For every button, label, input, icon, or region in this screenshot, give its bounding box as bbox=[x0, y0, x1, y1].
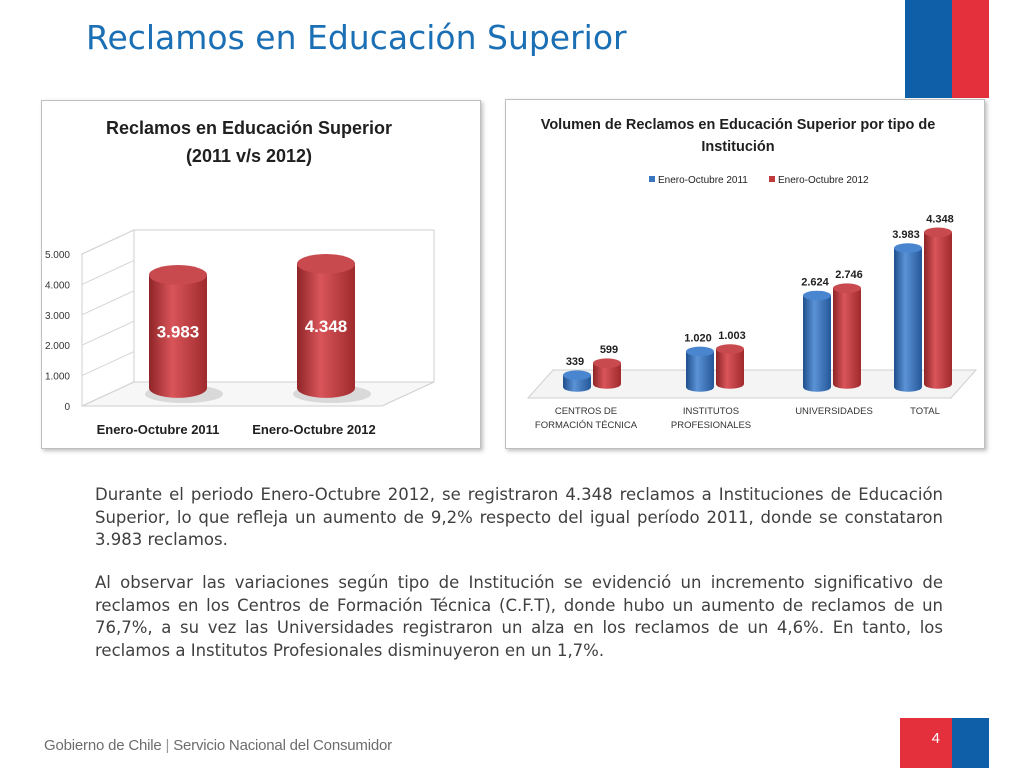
footer-separator: | bbox=[165, 737, 170, 754]
chart2-bar-2-1-top bbox=[833, 283, 861, 293]
chart2-category-label: PROFESIONALES bbox=[670, 420, 752, 431]
chart2-category-label: INSTITUTOS bbox=[682, 406, 740, 417]
chart2-category-label: FORMACIÓN TÉCNICA bbox=[534, 420, 638, 431]
chart2-bar-1-1-body bbox=[716, 349, 744, 384]
chart2-data-label: 1.020 bbox=[684, 332, 712, 345]
chart2-data-label: 2.624 bbox=[801, 276, 829, 289]
paragraph-summary: Durante el periodo Enero-Octubre 2012, se registraron 4.348 reclamos a Instituciones de Educación Superior, lo que refleja un aumento de 9,2% respecto del igual período 2011, donde se constataron 3.983 reclamos. bbox=[95, 485, 943, 549]
chart2-category-label: TOTAL bbox=[910, 406, 940, 417]
chart2-svg bbox=[506, 100, 984, 448]
chart2-data-label: 4.348 bbox=[926, 213, 954, 226]
chart2-data-label: 599 bbox=[599, 344, 619, 357]
chart2-bar-2-0-body bbox=[803, 295, 831, 387]
chart1-svg bbox=[42, 101, 480, 448]
chart2-legend-label: Enero-Octubre 2012 bbox=[778, 175, 869, 186]
chart1-ytick-label: 3.000 bbox=[44, 310, 70, 322]
chart2-bar-3-0-body bbox=[894, 248, 922, 387]
paragraph-variations: Al observar las variaciones según tipo de Institución se evidenció un incremento significativo de reclamos en los Centros de Formación Técnica (C.F.T), donde hubo un aumento de reclamos de un 76,7%, a su vez las Universidades registraron un alza en los reclamos de un 4,6%. En tanto, los reclamos a Institutos Profesionales disminuyeron en un 1,7%. bbox=[95, 573, 943, 660]
chart1-ytick-label: 5.000 bbox=[44, 250, 70, 261]
chart2-bar-1-0 bbox=[686, 347, 714, 392]
chart2-bar-3-0 bbox=[894, 243, 922, 391]
chart2-legend-label: Enero-Octubre 2011 bbox=[658, 175, 748, 186]
chart2-bar-1-1 bbox=[716, 344, 744, 389]
chart1-ytick-label: 1.000 bbox=[44, 371, 70, 383]
chart1-side-wall bbox=[82, 230, 134, 406]
chart1-data-label: 4.348 bbox=[304, 316, 348, 336]
chart1-category-label: Enero-Octubre 2011 bbox=[96, 422, 220, 437]
chart1-bar-2-top bbox=[297, 254, 355, 274]
chart2-data-label: 339 bbox=[565, 356, 585, 369]
chart-reclamos-2011-vs-2012 bbox=[41, 100, 481, 449]
chart2-bar-1-0-body bbox=[686, 351, 714, 387]
chart2-bar-2-1-body bbox=[833, 288, 861, 384]
chart2-bar-0-1-top bbox=[593, 358, 621, 368]
page-title: Reclamos en Educación Superior bbox=[86, 18, 627, 57]
chart2-bar-3-1 bbox=[924, 228, 952, 389]
chart2-title: Volumen de Reclamos en Educación Superior por tipo de bbox=[540, 117, 936, 133]
chart2-bar-0-0 bbox=[563, 370, 591, 391]
chart2-category-label: UNIVERSIDADES bbox=[795, 406, 873, 417]
chart2-legend-swatch bbox=[769, 176, 775, 182]
chart1-category-label: Enero-Octubre 2012 bbox=[252, 422, 376, 437]
chart1-ytick-label: 2.000 bbox=[44, 341, 70, 353]
chart2-data-label: 2.746 bbox=[835, 269, 863, 282]
chart2-bar-3-1-top bbox=[924, 228, 952, 238]
chart2-bar-1-1-top bbox=[716, 344, 744, 354]
chart2-data-label: 3.983 bbox=[892, 229, 920, 242]
chart2-bar-2-0-top bbox=[803, 291, 831, 301]
chart2-title-line2: Institución bbox=[701, 139, 775, 155]
flag-blue-stripe-top bbox=[905, 0, 952, 98]
footer-brand bbox=[44, 737, 392, 754]
flag-blue-stripe-bottom bbox=[952, 718, 989, 768]
chart2-bar-3-1-body bbox=[924, 232, 952, 384]
chart2-data-label: 1.003 bbox=[718, 330, 746, 343]
chart1-bar-1-top bbox=[149, 265, 207, 285]
chart1-ytick-label: 4.000 bbox=[44, 280, 70, 292]
chart-reclamos-por-tipo-institucion bbox=[505, 99, 985, 449]
chart1-ytick-label: 0 bbox=[64, 402, 70, 413]
flag-red-stripe-top bbox=[952, 0, 989, 98]
chart1-floor bbox=[82, 382, 434, 406]
chart1-subtitle: (2011 v/s 2012) bbox=[185, 146, 313, 166]
chart2-bar-3-0-top bbox=[894, 243, 922, 253]
chart2-bar-2-0 bbox=[803, 291, 831, 392]
chart1-title: Reclamos en Educación Superior bbox=[105, 118, 393, 138]
chart2-bar-2-1 bbox=[833, 283, 861, 388]
footer-sernac: Servicio Nacional del Consumidor bbox=[173, 737, 392, 754]
chart2-bar-0-0-top bbox=[563, 370, 591, 380]
chart2-category-label: CENTROS DE bbox=[554, 406, 618, 417]
footer-gobierno: Gobierno de Chile bbox=[44, 737, 162, 754]
chart1-data-label: 3.983 bbox=[156, 322, 200, 342]
page-number: 4 bbox=[931, 730, 940, 747]
chart2-bar-0-1 bbox=[593, 358, 621, 388]
chart2-bar-1-0-top bbox=[686, 347, 714, 357]
chart2-legend-swatch bbox=[649, 176, 655, 182]
